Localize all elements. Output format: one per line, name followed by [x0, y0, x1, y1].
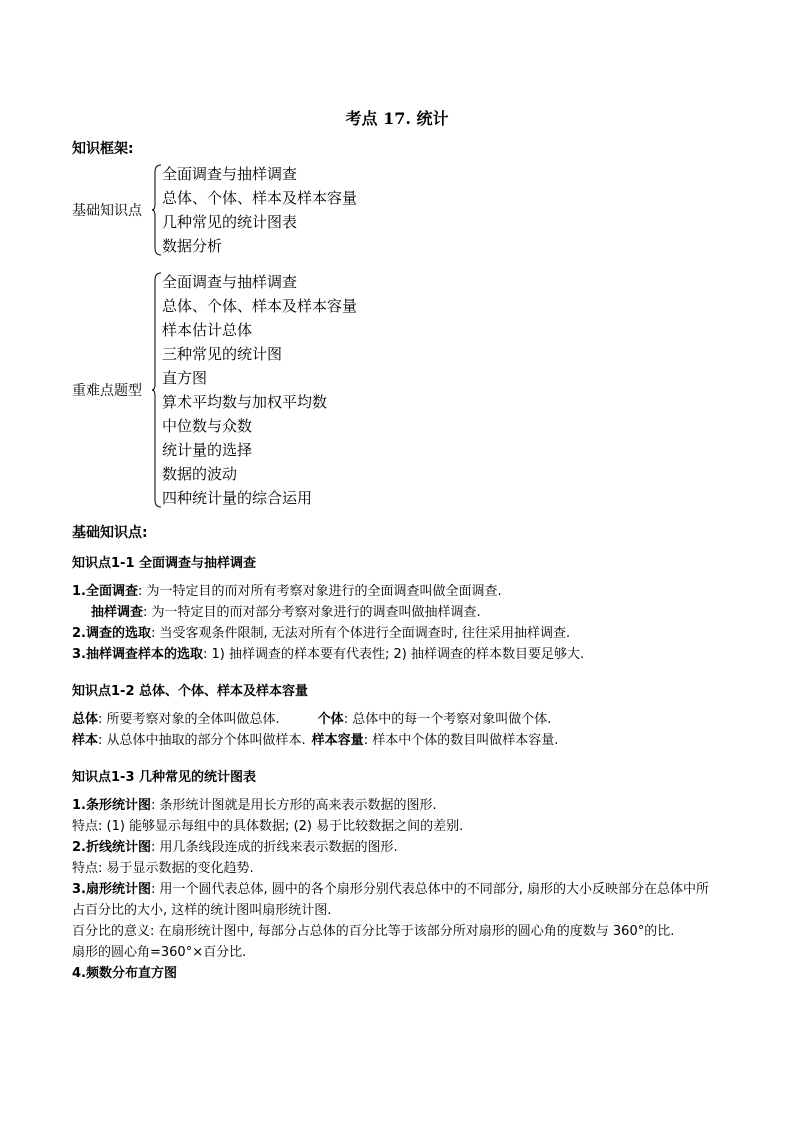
term: 抽样调查	[91, 605, 144, 620]
framework-item: 全面调查与抽样调查	[162, 273, 298, 291]
kp3-line	[72, 963, 722, 984]
kp1-line	[72, 623, 722, 644]
definition: : 从总体中抽取的部分个体叫做样本.	[98, 733, 306, 748]
framework-item: 四种统计量的综合运用	[162, 489, 313, 507]
framework-item: 总体、个体、样本及样本容量	[162, 189, 358, 207]
framework-item: 数据的波动	[162, 465, 238, 483]
kp3-line	[72, 837, 722, 858]
framework-group-label: 基础知识点	[72, 203, 142, 219]
item-number: 3.	[72, 647, 86, 662]
item-number: 2.	[72, 626, 86, 641]
kp1-body	[72, 581, 722, 665]
definition: : 样本中个体的数目叫做样本容量.	[363, 733, 559, 748]
framework-group-key-topics	[72, 270, 402, 510]
term: 调查的选取	[85, 626, 151, 641]
kp2-line	[72, 709, 722, 730]
left-brace-icon	[152, 164, 162, 256]
term: 个体	[317, 712, 344, 727]
kp1-line	[72, 644, 722, 665]
framework-group-label: 重难点题型	[72, 383, 142, 399]
framework-item: 中位数与众数	[162, 417, 253, 435]
kp1-line	[72, 602, 722, 623]
term: 频数分布直方图	[85, 966, 177, 981]
framework-item: 三种常见的统计图	[162, 345, 283, 363]
term: 全面调查	[85, 584, 138, 599]
kp2-body	[72, 709, 722, 751]
term: 折线统计图	[85, 840, 151, 855]
kp3-line	[72, 879, 722, 921]
item-number: 2.	[72, 840, 86, 855]
definition: : 条形统计图就是用长方形的高来表示数据的图形.	[151, 798, 437, 813]
page-title: 考点 17. 统计	[345, 109, 449, 128]
framework-item: 样本估计总体	[162, 321, 253, 339]
definition: : 为一特定目的而对部分考察对象进行的调查叫做抽样调查.	[143, 605, 481, 620]
framework-item: 直方图	[162, 369, 208, 387]
item-number: 1.	[72, 584, 86, 599]
definition: : 当受客观条件限制, 无法对所有个体进行全面调查时, 往往采用抽样调查.	[151, 626, 571, 641]
item-number: 4.	[72, 966, 86, 981]
framework-item: 数据分析	[162, 237, 223, 255]
framework-item: 几种常见的统计图表	[162, 213, 298, 231]
definition: : 用几条线段连成的折线来表示数据的图形.	[151, 840, 398, 855]
definition: : 所要考察对象的全体叫做总体.	[98, 712, 280, 727]
kp2-heading: 知识点1-2 总体、个体、样本及样本容量	[72, 684, 309, 699]
kp3-line: 扇形的圆心角=360°×百分比.	[72, 945, 247, 960]
kp2-line	[72, 730, 722, 751]
framework-item: 统计量的选择	[162, 441, 253, 459]
kp3-line: 特点: 易于显示数据的变化趋势.	[72, 861, 254, 876]
framework-item: 总体、个体、样本及样本容量	[162, 297, 358, 315]
framework-group-basics	[72, 162, 402, 258]
framework-heading: 知识框架:	[72, 141, 134, 157]
item-number: 1.	[72, 798, 86, 813]
definition: : 为一特定目的而对所有考察对象进行的全面调查叫做全面调查.	[138, 584, 502, 599]
kp3-line: 特点: (1) 能够显示每组中的具体数据; (2) 易于比较数据之间的差别.	[72, 819, 464, 834]
basics-heading: 基础知识点:	[72, 525, 148, 541]
kp3-body	[72, 795, 722, 984]
left-brace-icon	[152, 272, 162, 508]
framework-items	[162, 162, 357, 258]
term: 样本	[72, 733, 99, 748]
term: 条形统计图	[85, 798, 151, 813]
definition: : 总体中的每一个考察对象叫做个体.	[343, 712, 552, 727]
kp3-line: 百分比的意义: 在扇形统计图中, 每部分占总体的百分比等于该部分所对扇形的圆心角的度数与 360°的比.	[72, 924, 675, 939]
framework-item: 算术平均数与加权平均数	[162, 393, 328, 411]
term: 样本容量	[311, 733, 364, 748]
term: 扇形统计图	[85, 882, 151, 897]
framework-items	[162, 270, 357, 510]
definition: : 用一个圆代表总体, 圆中的各个扇形分别代表总体中的不同部分, 扇形的大小反映部分在总体中所占百分比的大小, 这样的统计图叫扇形统计图.	[72, 882, 710, 918]
definition: : 1) 抽样调查的样本要有代表性; 2) 抽样调查的样本数目要足够大.	[203, 647, 585, 662]
kp1-heading: 知识点1-1 全面调查与抽样调查	[72, 556, 257, 571]
term: 抽样调查样本的选取	[85, 647, 203, 662]
kp3-heading: 知识点1-3 几种常见的统计图表	[72, 770, 257, 785]
framework-item: 全面调查与抽样调查	[162, 165, 298, 183]
item-number: 3.	[72, 882, 86, 897]
kp3-line	[72, 795, 722, 816]
kp1-line	[72, 581, 722, 602]
term: 总体	[72, 712, 99, 727]
